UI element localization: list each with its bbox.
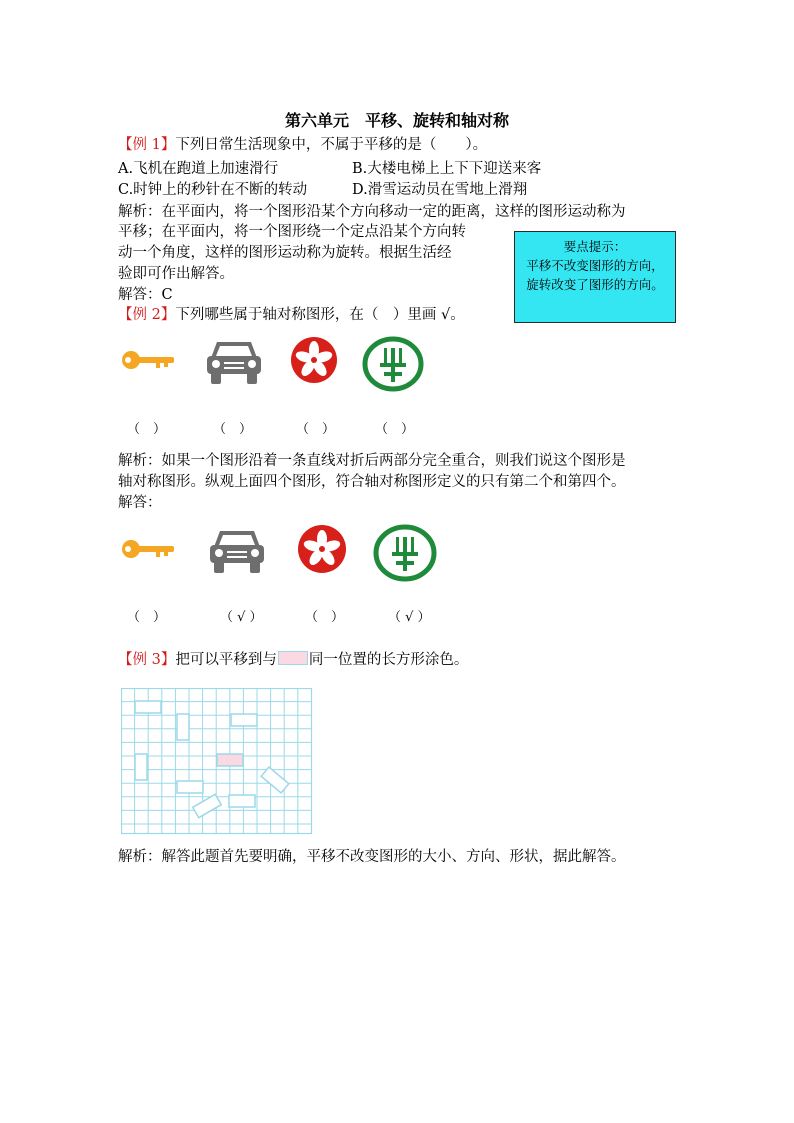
option-b: B.大楼电梯上上下下迎送来客 [352, 161, 542, 177]
blank-1[interactable]: （ ） [127, 422, 167, 437]
key-point-tip-box [514, 231, 676, 323]
example-3-tag: 【例 3】 [118, 652, 176, 668]
pink-target-rectangle [217, 754, 243, 766]
translation-grid [121, 688, 313, 835]
car-icon [205, 338, 263, 386]
rotated-rectangle[interactable] [193, 794, 222, 817]
answer-blank-2[interactable]: （ √ ） [220, 610, 263, 625]
answer-blank-1[interactable]: （ ） [127, 610, 167, 625]
grid-rectangle[interactable] [231, 714, 257, 726]
example-2-answer-label: 解答： [118, 495, 162, 511]
answer-blank-3[interactable]: （ ） [305, 610, 345, 625]
example-2-analysis-line-1: 解析：如果一个图形沿着一条直线对折后两部分完全重合，则我们说这个图形是 [118, 453, 626, 469]
example-1-analysis-line-1: 解析：在平面内，将一个图形沿某个方向移动一定的距离，这样的图形运动称为 [118, 204, 626, 220]
example-1-question [118, 136, 487, 155]
grid-rectangle[interactable] [177, 781, 203, 793]
example-3-question [118, 651, 468, 670]
example-1-question-text: 下列日常生活现象中，不属于平移的是（ ）。 [175, 137, 488, 153]
example-2-question [118, 306, 465, 325]
option-d: D.滑雪运动员在雪地上滑翔 [352, 182, 528, 198]
example-3-analysis: 解析：解答此题首先要明确，平移不改变图形的大小、方向、形状，据此解答。 [118, 849, 626, 865]
example-2-question-text: 下列哪些属于轴对称图形，在（ ）里画 √。 [175, 307, 465, 323]
page-title: 第六单元 平移、旋转和轴对称 [284, 111, 509, 130]
bank-logo-icon [362, 336, 424, 392]
example-2-tag: 【例 2】 [118, 307, 176, 323]
blank-2[interactable]: （ ） [213, 422, 253, 437]
grid-rectangle[interactable] [135, 754, 147, 780]
key-icon [120, 346, 176, 378]
blank-4[interactable]: （ ） [375, 422, 415, 437]
example-1-tag: 【例 1】 [118, 137, 176, 153]
tip-title: 要点提示： [563, 239, 627, 254]
hong-kong-flag-icon [297, 524, 347, 574]
grid-rectangle[interactable] [177, 714, 189, 740]
example-3-question-after: 同一位置的长方形涂色。 [308, 652, 469, 668]
hong-kong-flag-icon [290, 336, 338, 384]
example-1-analysis-line-3: 动一个角度，这样的图形运动称为旋转。根据生活经 [118, 245, 452, 261]
car-icon [208, 527, 266, 575]
key-icon [120, 535, 176, 567]
bank-logo-icon [373, 524, 437, 582]
option-c: C.时钟上的秒针在不断的转动 [118, 182, 308, 198]
tip-line-1: 平移不改变图形的方向， [526, 258, 664, 273]
answer-blank-4[interactable]: （ √ ） [388, 610, 431, 625]
blank-3[interactable]: （ ） [296, 422, 336, 437]
example-1-answer: 解答：C [118, 287, 173, 303]
option-a: A.飞机在跑道上加速滑行 [118, 161, 279, 177]
example-1-analysis-line-4: 验即可作出解答。 [118, 266, 234, 282]
example-3-question-before: 把可以平移到与 [175, 652, 277, 668]
grid-rectangle[interactable] [229, 795, 255, 807]
example-2-analysis-line-2: 轴对称图形。纵观上面四个图形，符合轴对称图形定义的只有第二个和第四个。 [118, 474, 626, 490]
grid-rectangle[interactable] [135, 701, 161, 713]
tip-line-2: 旋转改变了图形的方向。 [526, 277, 664, 292]
example-1-analysis-line-2: 平移；在平面内，将一个图形绕一个定点沿某个方向转 [118, 224, 466, 240]
pink-reference-rectangle [278, 651, 308, 665]
